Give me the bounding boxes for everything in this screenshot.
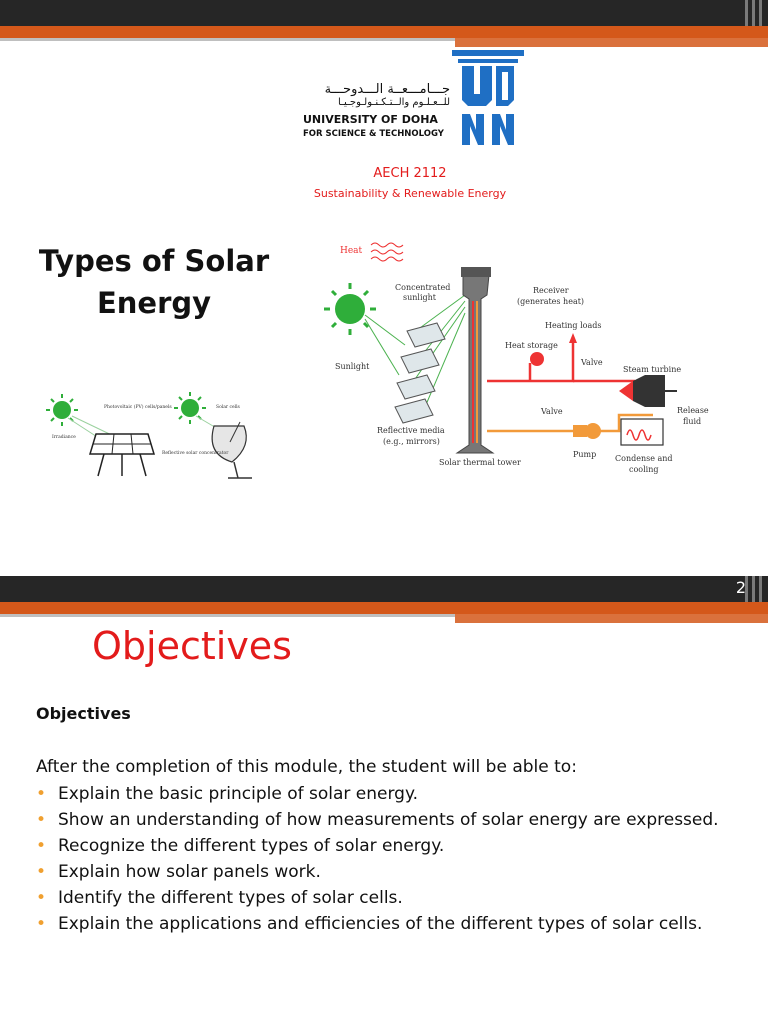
sun-icon-large (324, 283, 376, 335)
accent-bar-slide-2 (0, 602, 768, 614)
mirror-array-icon (395, 323, 445, 423)
pv-label: Photovoltaic (PV) cells/panels (104, 405, 172, 410)
objectives-subtitle: Objectives (36, 704, 131, 723)
accent-bar (0, 26, 768, 38)
solar-cells-label: Solar cells (216, 405, 240, 410)
objectives-list (36, 784, 736, 940)
header-bar-slide-2 (0, 576, 768, 602)
list-item: • Explain the basic principle of solar energy. (36, 784, 418, 804)
reflective-label-1: Reflective media (377, 426, 445, 435)
condense-label-2: cooling (629, 465, 659, 474)
list-item: • Recognize the different types of solar energy. (36, 836, 445, 856)
divider-slide-2 (0, 614, 455, 617)
solar-tower-icon (457, 267, 493, 453)
concentrated-label-2: sunlight (403, 293, 437, 302)
logo-arabic-line-2: للــعـلـوم والــتـكـنـولـوجـيـا (337, 97, 450, 108)
pv-diagram (38, 382, 268, 482)
receiver-label-2: (generates heat) (517, 297, 585, 306)
page-number: 2 (735, 578, 746, 597)
objectives-title: Objectives (92, 624, 292, 668)
reflective-label-2: (e.g., mirrors) (383, 437, 440, 446)
dish-concentrator-icon (212, 422, 252, 478)
release-label-1: Release (677, 406, 709, 415)
solar-panel-icon (90, 434, 154, 476)
solar-tower-diagram (315, 235, 715, 480)
bullet-icon: • (36, 810, 47, 830)
slide-2 (0, 512, 768, 1024)
bullet-icon: • (36, 914, 47, 934)
receiver-label-1: Receiver (533, 286, 569, 295)
slide-title-line-2: Energy (96, 286, 212, 320)
bullet-icon: • (36, 862, 47, 882)
condense-label-1: Condense and (615, 454, 673, 463)
pipe-network (487, 337, 653, 431)
heat-storage-tank-icon (530, 352, 544, 366)
tower-label: Solar thermal tower (439, 458, 521, 467)
course-name: Sustainability & Renewable Energy (313, 187, 507, 200)
valve-top-label: Valve (581, 358, 603, 367)
steam-turbine-label: Steam turbine (623, 365, 682, 374)
list-item: • Explain how solar panels work. (36, 862, 321, 882)
accent-bar-right-slide-2 (455, 614, 768, 623)
bullet-icon: • (36, 784, 47, 804)
concentrated-label-1: Concentrated (395, 283, 451, 292)
logo-university-subtitle: FOR SCIENCE & TECHNOLOGY (303, 129, 444, 139)
heat-storage-label: Heat storage (505, 341, 558, 350)
sunlight-label: Sunlight (335, 362, 370, 371)
list-item: • Explain the applications and efficiencies of the different types of solar cells. (36, 914, 703, 934)
objectives-intro: After the completion of this module, the student will be able to: (36, 757, 577, 777)
release-label-2: fluid (683, 417, 702, 426)
heating-loads-label: Heating loads (545, 321, 602, 330)
irradiance-label: Irradiance (52, 435, 76, 440)
university-logo-icon (452, 50, 524, 145)
logo-university-name: UNIVERSITY OF DOHA (303, 113, 438, 126)
concentrator-label: Reflective solar concentrator (162, 451, 229, 456)
slide-title (14, 240, 294, 324)
bullet-icon: • (36, 888, 47, 908)
slide-title-line-1: Types of Solar (38, 244, 270, 278)
bullet-icon: • (36, 836, 47, 856)
header-bar (0, 0, 768, 26)
condenser-icon (621, 419, 663, 445)
heat-waves-icon (371, 243, 403, 261)
divider (0, 38, 455, 41)
pump-label: Pump (573, 450, 597, 459)
valve-bottom-label: Valve (541, 407, 563, 416)
list-item: • Identify the different types of solar cells. (36, 888, 403, 908)
list-item: • Show an understanding of how measurements of solar energy are expressed. (36, 810, 719, 830)
course-code: AECH 2112 (373, 166, 447, 181)
accent-bar-right (455, 38, 768, 47)
logo-arabic-line-1: جـــامـــعــة الـــدوحـــة (324, 82, 450, 97)
pump-icon (573, 423, 601, 439)
heat-label: Heat (340, 246, 363, 256)
